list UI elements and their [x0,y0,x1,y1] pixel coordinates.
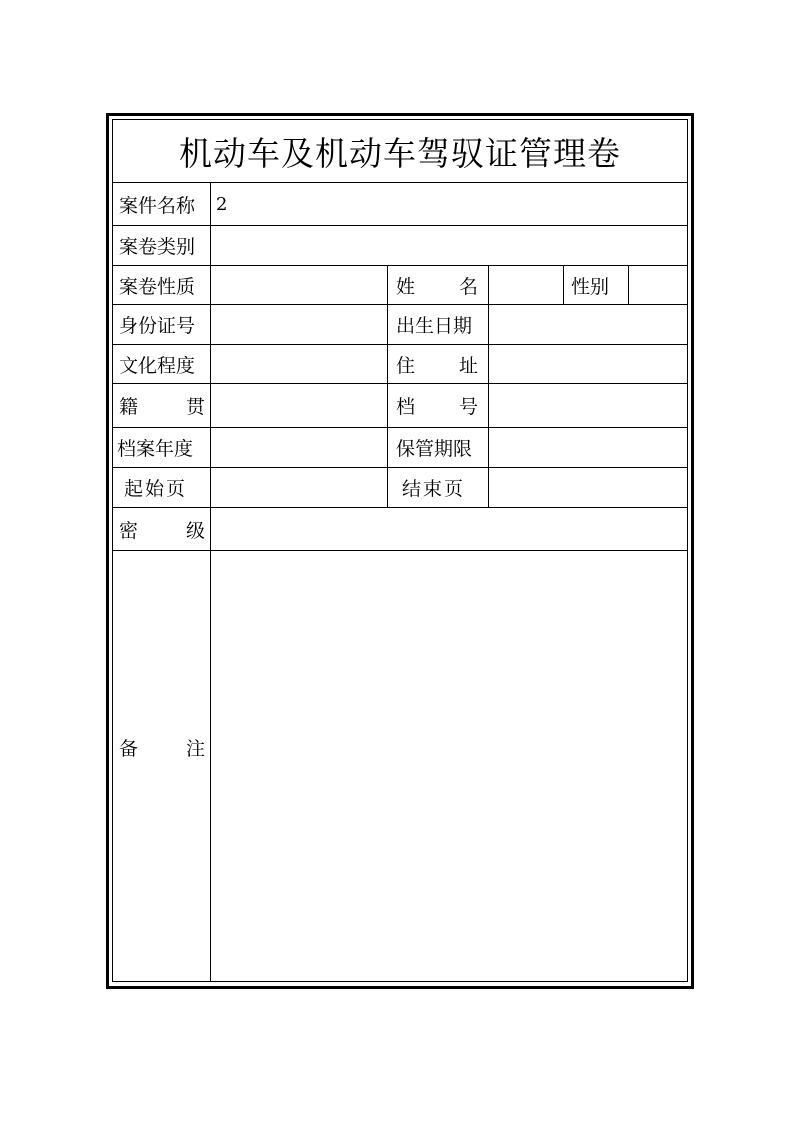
case-name-value[interactable]: 2 [216,193,228,215]
row-divider [113,182,687,183]
remarks-value[interactable] [211,551,687,981]
archive-year-value[interactable] [211,428,387,467]
address-label-char-1: 住 [396,354,416,377]
retention-period-label: 保管期限 [396,438,473,460]
native-place-label [119,384,205,427]
address-label-char-2: 址 [458,354,478,377]
name-label [396,266,478,304]
col-divider [387,266,388,507]
secrecy-label-char-1: 密 [119,519,139,542]
file-number-label-char-1: 档 [396,396,416,418]
id-number-label: 身份证号 [119,315,196,337]
end-page-value[interactable] [489,468,687,507]
name-label-char-1: 姓 [396,275,416,298]
remarks-label-char-1: 备 [119,737,139,760]
education-value[interactable] [211,345,387,383]
retention-period-value[interactable] [489,428,687,467]
file-number-value[interactable] [489,384,687,427]
volume-nature-value[interactable] [211,266,387,304]
name-value[interactable] [489,266,563,304]
col-divider [563,266,564,304]
native-place-label-char-2: 贯 [185,396,205,418]
remarks-label [119,551,205,943]
secrecy-value[interactable] [211,508,687,550]
file-number-label [396,384,478,427]
gender-value[interactable] [629,266,687,304]
volume-nature-label: 案卷性质 [119,275,196,298]
form-title: 机动车及机动车驾驭证管理卷 [179,133,621,173]
end-page-label: 结束页 [402,478,466,500]
file-number-label-char-2: 号 [458,396,478,418]
address-value[interactable] [489,345,687,383]
id-number-value[interactable] [211,305,387,344]
remarks-label-char-2: 注 [185,737,205,760]
archive-year-label: 档案年度 [117,438,194,460]
education-label: 文化程度 [119,354,196,377]
volume-category-label: 案卷类别 [119,236,196,258]
native-place-value[interactable] [211,384,387,427]
address-label [396,345,478,383]
case-name-label: 案件名称 [119,194,196,217]
start-page-value[interactable] [211,468,387,507]
secrecy-label [119,508,205,550]
name-label-char-2: 名 [458,275,478,298]
birth-date-label: 出生日期 [396,315,473,337]
volume-category-value[interactable] [211,226,687,265]
start-page-label: 起始页 [124,478,188,500]
birth-date-value[interactable] [489,305,687,344]
secrecy-label-char-2: 级 [185,519,205,542]
gender-label: 性别 [571,275,610,298]
native-place-label-char-1: 籍 [119,396,139,418]
